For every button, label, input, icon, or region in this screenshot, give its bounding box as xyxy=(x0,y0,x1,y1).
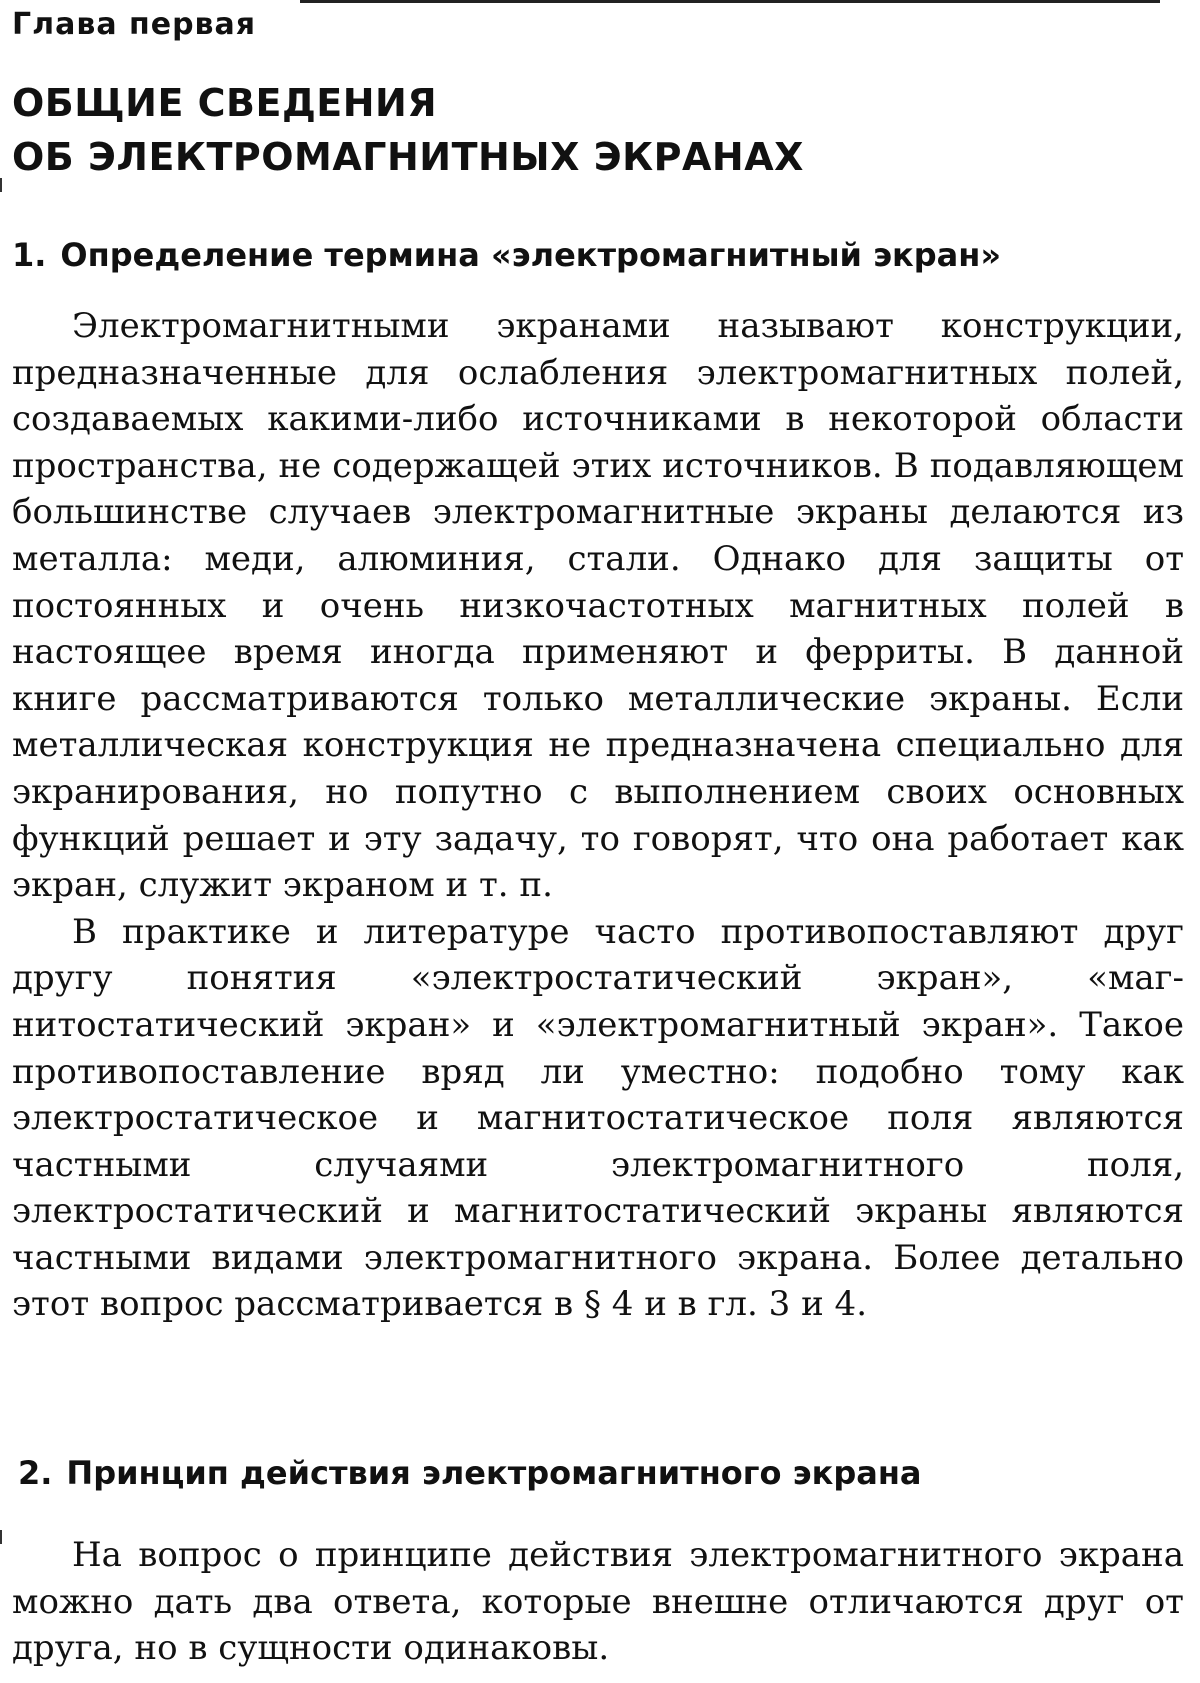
section-number: 2. xyxy=(18,1454,53,1492)
section-title: Определение термина «электромагнитный экран» xyxy=(60,236,1002,274)
chapter-title xyxy=(12,76,1182,184)
section-number: 1. xyxy=(12,236,47,274)
section-heading xyxy=(12,234,1182,276)
paragraph: В практике и литературе часто противопоставляют друг другу понятия «электростатический экран», «магнитостатический экран» и «электромагнитный экран». Такое противопоставление вряд ли уместно: подобно тому как электростатическое и магнитостатическое поля являются частными случаями электромагнитного поля, электростатический и магнитостатический экраны являются частными видами электромагнитного экрана. Более детально этот вопрос рассматривается в § 4 и в гл. 3 и 4. xyxy=(12,911,1184,1325)
section-heading xyxy=(18,1452,1188,1494)
section-body xyxy=(12,303,1184,1328)
paragraph: На вопрос о принципе действия электромагнитного экрана можно дать два ответа, которые внешне отличаются друг от друга, но в сущности одинаковы. xyxy=(12,1535,1184,1669)
chapter-title-line: ОБ ЭЛЕКТРОМАГНИТНЫХ ЭКРАНАХ xyxy=(12,135,804,179)
margin-mark xyxy=(0,1530,2,1544)
margin-mark xyxy=(0,178,2,192)
section-title: Принцип действия электромагнитного экрана xyxy=(66,1454,922,1492)
section-body xyxy=(12,1532,1184,1672)
chapter-title-line: ОБЩИЕ СВЕДЕНИЯ xyxy=(12,81,438,125)
page-top-edge xyxy=(300,0,1160,3)
chapter-label: Глава первая xyxy=(12,7,257,42)
paragraph: Электромагнитными экранами называют конструкции, предназначенные для ослабления электромагнитных полей, создаваемых какими-либо источниками в некоторой области пространства, не содержащей этих источников. В подавляющем большинстве случаев электромагнитные экраны делаются из металла: меди, алюминия, стали. Однако для защиты от постоянных и очень низкочастотных магнитных полей в настоящее время иногда применяют и ферриты. В данной книге рассматриваются только металлические экраны. Если металлическая конструкция не предназначена специально для экранирования, но попутно с выполнением своих основных функций решает и эту задачу, то говорят, что она работает как экран, служит экраном и т. п. xyxy=(12,306,1184,906)
